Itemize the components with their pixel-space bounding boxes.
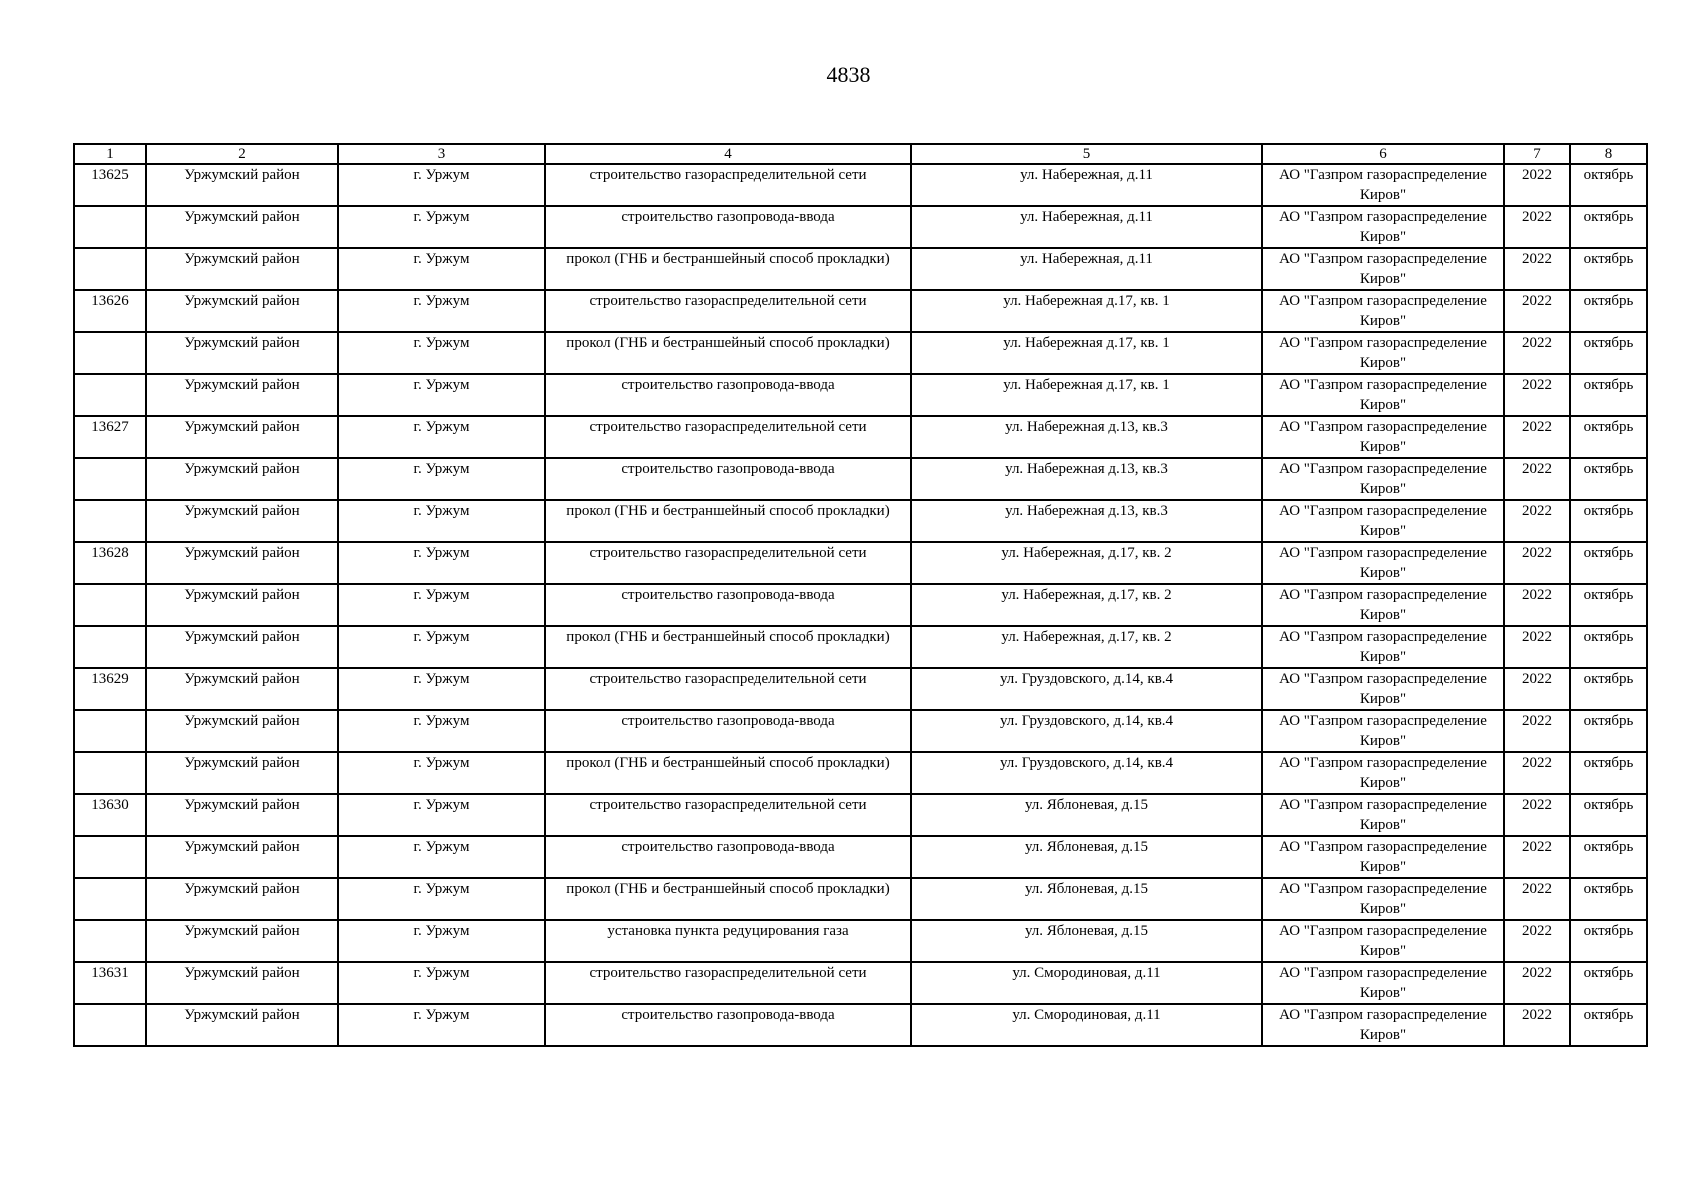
cell-col-number <box>74 248 146 290</box>
table-row <box>74 710 1647 752</box>
cell-col-work-type: строительство газопровода-ввода <box>545 206 911 248</box>
cell-col-work-type: установка пункта редуцирования газа <box>545 920 911 962</box>
table-row <box>74 374 1647 416</box>
cell-col-month: октябрь <box>1570 206 1647 248</box>
table-row <box>74 416 1647 458</box>
table-row <box>74 836 1647 878</box>
cell-col-settlement: г. Уржум <box>338 920 545 962</box>
cell-col-organization: АО "Газпром газораспределение Киров" <box>1262 626 1504 668</box>
cell-col-settlement: г. Уржум <box>338 500 545 542</box>
cell-col-settlement: г. Уржум <box>338 794 545 836</box>
cell-col-year: 2022 <box>1504 500 1570 542</box>
cell-col-work-type: прокол (ГНБ и бестраншейный способ прокладки) <box>545 626 911 668</box>
header-cell-col-year: 7 <box>1504 144 1570 164</box>
cell-col-district: Уржумский район <box>146 710 338 752</box>
data-table <box>73 143 1648 1047</box>
cell-col-address: ул. Набережная, д.11 <box>911 248 1262 290</box>
cell-col-settlement: г. Уржум <box>338 542 545 584</box>
cell-col-year: 2022 <box>1504 248 1570 290</box>
cell-col-work-type: строительство газораспределительной сети <box>545 962 911 1004</box>
table-row <box>74 668 1647 710</box>
cell-col-organization: АО "Газпром газораспределение Киров" <box>1262 164 1504 206</box>
cell-col-month: октябрь <box>1570 878 1647 920</box>
cell-col-district: Уржумский район <box>146 458 338 500</box>
cell-col-settlement: г. Уржум <box>338 164 545 206</box>
cell-col-number <box>74 752 146 794</box>
table-row <box>74 626 1647 668</box>
header-cell-col-district: 2 <box>146 144 338 164</box>
cell-col-year: 2022 <box>1504 290 1570 332</box>
cell-col-work-type: строительство газопровода-ввода <box>545 458 911 500</box>
cell-col-number <box>74 206 146 248</box>
cell-col-number <box>74 920 146 962</box>
cell-col-district: Уржумский район <box>146 878 338 920</box>
cell-col-year: 2022 <box>1504 206 1570 248</box>
cell-col-settlement: г. Уржум <box>338 206 545 248</box>
cell-col-district: Уржумский район <box>146 584 338 626</box>
cell-col-work-type: прокол (ГНБ и бестраншейный способ прокладки) <box>545 248 911 290</box>
table-row <box>74 920 1647 962</box>
cell-col-district: Уржумский район <box>146 164 338 206</box>
cell-col-address: ул. Набережная д.13, кв.3 <box>911 416 1262 458</box>
cell-col-settlement: г. Уржум <box>338 752 545 794</box>
header-row <box>74 144 1647 164</box>
cell-col-month: октябрь <box>1570 374 1647 416</box>
cell-col-settlement: г. Уржум <box>338 416 545 458</box>
cell-col-organization: АО "Газпром газораспределение Киров" <box>1262 500 1504 542</box>
cell-col-work-type: строительство газопровода-ввода <box>545 374 911 416</box>
cell-col-address: ул. Яблоневая, д.15 <box>911 794 1262 836</box>
cell-col-month: октябрь <box>1570 500 1647 542</box>
cell-col-number <box>74 878 146 920</box>
cell-col-address: ул. Набережная, д.17, кв. 2 <box>911 626 1262 668</box>
cell-col-settlement: г. Уржум <box>338 878 545 920</box>
cell-col-number: 13625 <box>74 164 146 206</box>
cell-col-year: 2022 <box>1504 794 1570 836</box>
table-header <box>74 144 1647 164</box>
cell-col-month: октябрь <box>1570 332 1647 374</box>
table-row <box>74 878 1647 920</box>
cell-col-district: Уржумский район <box>146 542 338 584</box>
cell-col-address: ул. Набережная д.13, кв.3 <box>911 458 1262 500</box>
cell-col-month: октябрь <box>1570 752 1647 794</box>
cell-col-address: ул. Яблоневая, д.15 <box>911 836 1262 878</box>
cell-col-year: 2022 <box>1504 332 1570 374</box>
cell-col-address: ул. Яблоневая, д.15 <box>911 878 1262 920</box>
table-row <box>74 752 1647 794</box>
cell-col-number <box>74 332 146 374</box>
cell-col-organization: АО "Газпром газораспределение Киров" <box>1262 290 1504 332</box>
cell-col-year: 2022 <box>1504 878 1570 920</box>
cell-col-year: 2022 <box>1504 626 1570 668</box>
cell-col-settlement: г. Уржум <box>338 332 545 374</box>
page-number: 4838 <box>826 62 871 87</box>
cell-col-month: октябрь <box>1570 542 1647 584</box>
cell-col-work-type: прокол (ГНБ и бестраншейный способ прокладки) <box>545 332 911 374</box>
table-row <box>74 248 1647 290</box>
cell-col-organization: АО "Газпром газораспределение Киров" <box>1262 836 1504 878</box>
cell-col-number: 13631 <box>74 962 146 1004</box>
cell-col-number <box>74 626 146 668</box>
cell-col-month: октябрь <box>1570 626 1647 668</box>
table-row <box>74 794 1647 836</box>
cell-col-month: октябрь <box>1570 962 1647 1004</box>
cell-col-year: 2022 <box>1504 584 1570 626</box>
cell-col-settlement: г. Уржум <box>338 458 545 500</box>
cell-col-month: октябрь <box>1570 458 1647 500</box>
cell-col-organization: АО "Газпром газораспределение Киров" <box>1262 248 1504 290</box>
cell-col-year: 2022 <box>1504 836 1570 878</box>
cell-col-number <box>74 710 146 752</box>
cell-col-number: 13628 <box>74 542 146 584</box>
cell-col-organization: АО "Газпром газораспределение Киров" <box>1262 920 1504 962</box>
cell-col-address: ул. Набережная, д.17, кв. 2 <box>911 542 1262 584</box>
table-row <box>74 584 1647 626</box>
cell-col-work-type: строительство газопровода-ввода <box>545 836 911 878</box>
cell-col-address: ул. Груздовского, д.14, кв.4 <box>911 752 1262 794</box>
cell-col-address: ул. Груздовского, д.14, кв.4 <box>911 710 1262 752</box>
cell-col-work-type: строительство газопровода-ввода <box>545 584 911 626</box>
cell-col-settlement: г. Уржум <box>338 1004 545 1046</box>
header-cell-col-settlement: 3 <box>338 144 545 164</box>
cell-col-year: 2022 <box>1504 668 1570 710</box>
cell-col-district: Уржумский район <box>146 836 338 878</box>
cell-col-organization: АО "Газпром газораспределение Киров" <box>1262 332 1504 374</box>
cell-col-district: Уржумский район <box>146 626 338 668</box>
cell-col-month: октябрь <box>1570 290 1647 332</box>
cell-col-settlement: г. Уржум <box>338 626 545 668</box>
table-row <box>74 1004 1647 1046</box>
cell-col-year: 2022 <box>1504 1004 1570 1046</box>
table-row <box>74 542 1647 584</box>
header-cell-col-work-type: 4 <box>545 144 911 164</box>
cell-col-organization: АО "Газпром газораспределение Киров" <box>1262 584 1504 626</box>
cell-col-settlement: г. Уржум <box>338 668 545 710</box>
cell-col-settlement: г. Уржум <box>338 962 545 1004</box>
table-row <box>74 206 1647 248</box>
header-cell-col-address: 5 <box>911 144 1262 164</box>
cell-col-address: ул. Набережная, д.11 <box>911 164 1262 206</box>
cell-col-address: ул. Набережная д.17, кв. 1 <box>911 374 1262 416</box>
cell-col-month: октябрь <box>1570 794 1647 836</box>
cell-col-month: октябрь <box>1570 836 1647 878</box>
cell-col-work-type: прокол (ГНБ и бестраншейный способ прокладки) <box>545 500 911 542</box>
cell-col-year: 2022 <box>1504 458 1570 500</box>
cell-col-month: октябрь <box>1570 248 1647 290</box>
cell-col-work-type: прокол (ГНБ и бестраншейный способ прокладки) <box>545 752 911 794</box>
cell-col-district: Уржумский район <box>146 668 338 710</box>
cell-col-work-type: строительство газораспределительной сети <box>545 290 911 332</box>
cell-col-work-type: строительство газораспределительной сети <box>545 542 911 584</box>
table-body <box>74 164 1647 1046</box>
cell-col-month: октябрь <box>1570 1004 1647 1046</box>
cell-col-organization: АО "Газпром газораспределение Киров" <box>1262 962 1504 1004</box>
table-row <box>74 500 1647 542</box>
cell-col-organization: АО "Газпром газораспределение Киров" <box>1262 668 1504 710</box>
cell-col-month: октябрь <box>1570 668 1647 710</box>
cell-col-organization: АО "Газпром газораспределение Киров" <box>1262 458 1504 500</box>
cell-col-work-type: строительство газопровода-ввода <box>545 1004 911 1046</box>
cell-col-district: Уржумский район <box>146 290 338 332</box>
cell-col-address: ул. Смородиновая, д.11 <box>911 1004 1262 1046</box>
table-row <box>74 164 1647 206</box>
cell-col-number: 13626 <box>74 290 146 332</box>
cell-col-address: ул. Набережная, д.17, кв. 2 <box>911 584 1262 626</box>
cell-col-district: Уржумский район <box>146 962 338 1004</box>
cell-col-address: ул. Набережная д.17, кв. 1 <box>911 332 1262 374</box>
cell-col-work-type: строительство газораспределительной сети <box>545 668 911 710</box>
cell-col-settlement: г. Уржум <box>338 374 545 416</box>
cell-col-organization: АО "Газпром газораспределение Киров" <box>1262 542 1504 584</box>
cell-col-number: 13630 <box>74 794 146 836</box>
cell-col-organization: АО "Газпром газораспределение Киров" <box>1262 710 1504 752</box>
cell-col-work-type: строительство газораспределительной сети <box>545 164 911 206</box>
table-row <box>74 290 1647 332</box>
cell-col-district: Уржумский район <box>146 248 338 290</box>
cell-col-number <box>74 1004 146 1046</box>
cell-col-settlement: г. Уржум <box>338 584 545 626</box>
cell-col-organization: АО "Газпром газораспределение Киров" <box>1262 878 1504 920</box>
cell-col-organization: АО "Газпром газораспределение Киров" <box>1262 794 1504 836</box>
cell-col-settlement: г. Уржум <box>338 290 545 332</box>
header-cell-col-month: 8 <box>1570 144 1647 164</box>
cell-col-settlement: г. Уржум <box>338 248 545 290</box>
table-row <box>74 332 1647 374</box>
cell-col-address: ул. Набережная д.13, кв.3 <box>911 500 1262 542</box>
cell-col-year: 2022 <box>1504 962 1570 1004</box>
cell-col-year: 2022 <box>1504 416 1570 458</box>
cell-col-district: Уржумский район <box>146 752 338 794</box>
cell-col-district: Уржумский район <box>146 794 338 836</box>
header-cell-col-number: 1 <box>74 144 146 164</box>
cell-col-address: ул. Груздовского, д.14, кв.4 <box>911 668 1262 710</box>
cell-col-district: Уржумский район <box>146 374 338 416</box>
cell-col-organization: АО "Газпром газораспределение Киров" <box>1262 1004 1504 1046</box>
cell-col-work-type: строительство газораспределительной сети <box>545 794 911 836</box>
cell-col-organization: АО "Газпром газораспределение Киров" <box>1262 206 1504 248</box>
cell-col-month: октябрь <box>1570 164 1647 206</box>
cell-col-district: Уржумский район <box>146 206 338 248</box>
cell-col-settlement: г. Уржум <box>338 836 545 878</box>
cell-col-number: 13629 <box>74 668 146 710</box>
cell-col-district: Уржумский район <box>146 416 338 458</box>
cell-col-number <box>74 374 146 416</box>
cell-col-organization: АО "Газпром газораспределение Киров" <box>1262 416 1504 458</box>
cell-col-work-type: строительство газораспределительной сети <box>545 416 911 458</box>
cell-col-year: 2022 <box>1504 752 1570 794</box>
cell-col-settlement: г. Уржум <box>338 710 545 752</box>
cell-col-number <box>74 458 146 500</box>
cell-col-work-type: прокол (ГНБ и бестраншейный способ прокладки) <box>545 878 911 920</box>
cell-col-year: 2022 <box>1504 710 1570 752</box>
cell-col-year: 2022 <box>1504 920 1570 962</box>
cell-col-district: Уржумский район <box>146 500 338 542</box>
cell-col-month: октябрь <box>1570 416 1647 458</box>
cell-col-year: 2022 <box>1504 542 1570 584</box>
header-cell-col-organization: 6 <box>1262 144 1504 164</box>
cell-col-address: ул. Набережная, д.11 <box>911 206 1262 248</box>
cell-col-work-type: строительство газопровода-ввода <box>545 710 911 752</box>
cell-col-address: ул. Смородиновая, д.11 <box>911 962 1262 1004</box>
cell-col-year: 2022 <box>1504 374 1570 416</box>
table-row <box>74 962 1647 1004</box>
cell-col-number <box>74 500 146 542</box>
cell-col-district: Уржумский район <box>146 920 338 962</box>
cell-col-district: Уржумский район <box>146 332 338 374</box>
cell-col-number: 13627 <box>74 416 146 458</box>
cell-col-number <box>74 584 146 626</box>
cell-col-district: Уржумский район <box>146 1004 338 1046</box>
cell-col-month: октябрь <box>1570 584 1647 626</box>
cell-col-number <box>74 836 146 878</box>
cell-col-organization: АО "Газпром газораспределение Киров" <box>1262 752 1504 794</box>
cell-col-month: октябрь <box>1570 920 1647 962</box>
cell-col-address: ул. Набережная д.17, кв. 1 <box>911 290 1262 332</box>
cell-col-year: 2022 <box>1504 164 1570 206</box>
cell-col-month: октябрь <box>1570 710 1647 752</box>
cell-col-organization: АО "Газпром газораспределение Киров" <box>1262 374 1504 416</box>
table-row <box>74 458 1647 500</box>
cell-col-address: ул. Яблоневая, д.15 <box>911 920 1262 962</box>
